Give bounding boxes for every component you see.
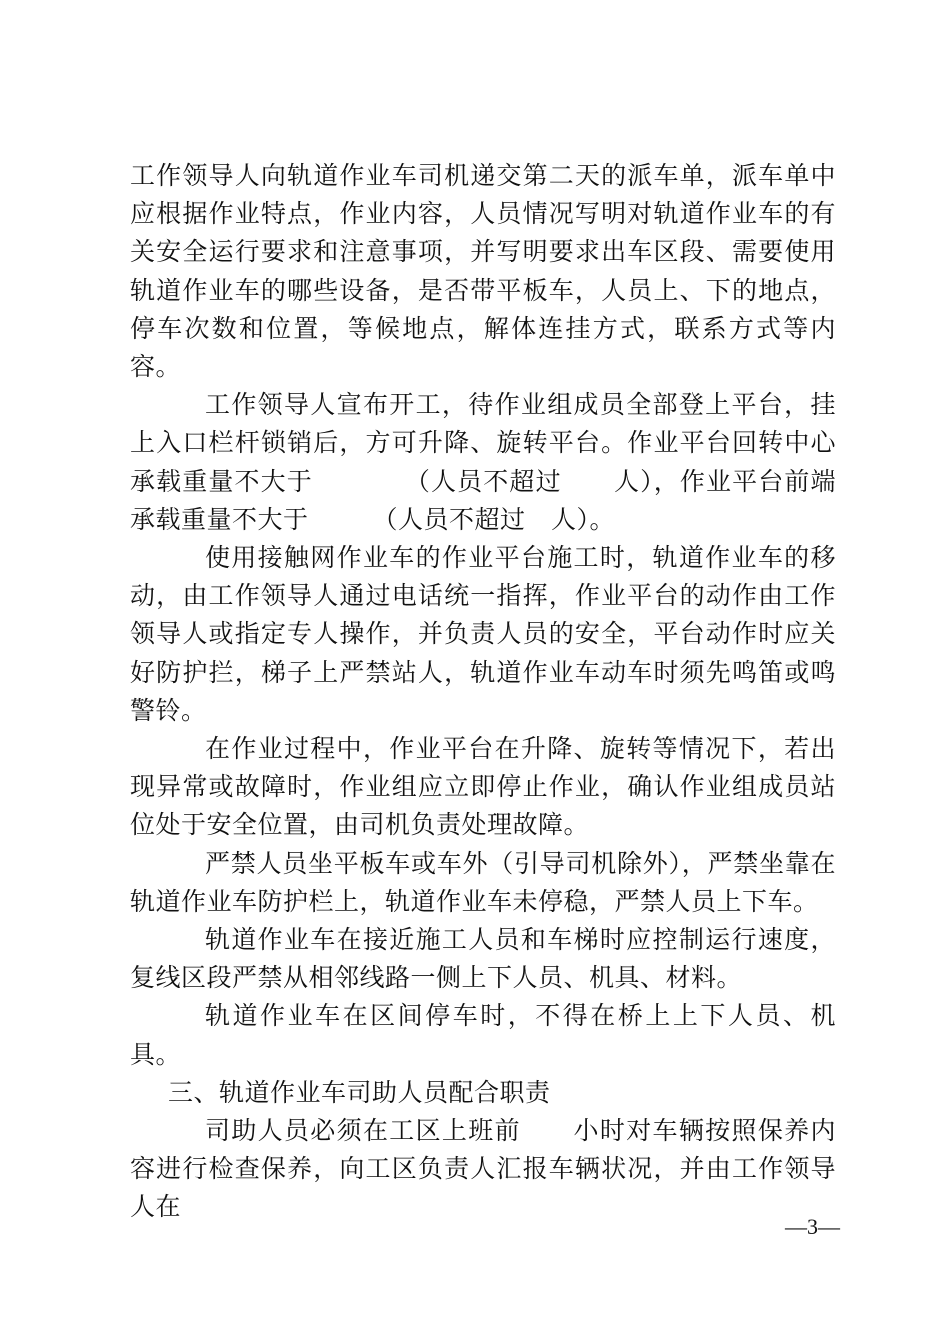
paragraph-dispatch-slip: 工作领导人向轨道作业车司机递交第二天的派车单，派车单中应根据作业特点，作业内容，人员情况写明对轨道作业车的有关安全运行要求和注意事项，并写明要求出车区段、需要使用轨道作业车的哪些设备，是否带平板车，人员上、下的地点，停车次数和位置，等候地点，解体连挂方式，联系方式等内容。 — [130, 161, 836, 382]
paragraph-platform-load: 工作领导人宣布开工，待作业组成员全部登上平台，挂上入口栏杆锁销后，方可升降、旋转平台。作业平台回转中心承载重量不大于 （人员不超过 人），作业平台前端承载重量不大于 （人员不超过 人）。 — [130, 390, 836, 534]
body-text — [130, 157, 836, 1227]
paragraph-speed-control: 轨道作业车在接近施工人员和车梯时应控制运行速度，复线区段严禁从相邻线路一侧上下人员、机具、材料。 — [130, 925, 836, 993]
page-number: —3— — [785, 1214, 840, 1239]
section-heading: 三、轨道作业车司助人员配合职责 — [168, 1077, 551, 1107]
paragraph-riding-prohibition: 严禁人员坐平板车或车外（引导司机除外），严禁坐靠在轨道作业车防护栏上，轨道作业车未停稳，严禁人员上下车。 — [130, 848, 836, 916]
paragraph-section-stop: 轨道作业车在区间停车时，不得在桥上上下人员、机具。 — [130, 1001, 836, 1069]
paragraph-fault-handling: 在作业过程中，作业平台在升降、旋转等情况下，若出现异常或故障时，作业组应立即停止作业，确认作业组成员站位处于安全位置，由司机负责处理故障。 — [130, 734, 836, 840]
paragraph-assistant-duties: 司助人员必须在工区上班前 小时对车辆按照保养内容进行检查保养，向工区负责人汇报车辆状况，并由工作领导人在 — [130, 1116, 836, 1222]
paragraph-platform-operation: 使用接触网作业车的作业平台施工时，轨道作业车的移动，由工作领导人通过电话统一指挥，作业平台的动作由工作领导人或指定专人操作，并负责人员的安全，平台动作时应关好防护拦，梯子上严禁站人，轨道作业车动车时须先鸣笛或鸣警铃。 — [130, 543, 836, 725]
